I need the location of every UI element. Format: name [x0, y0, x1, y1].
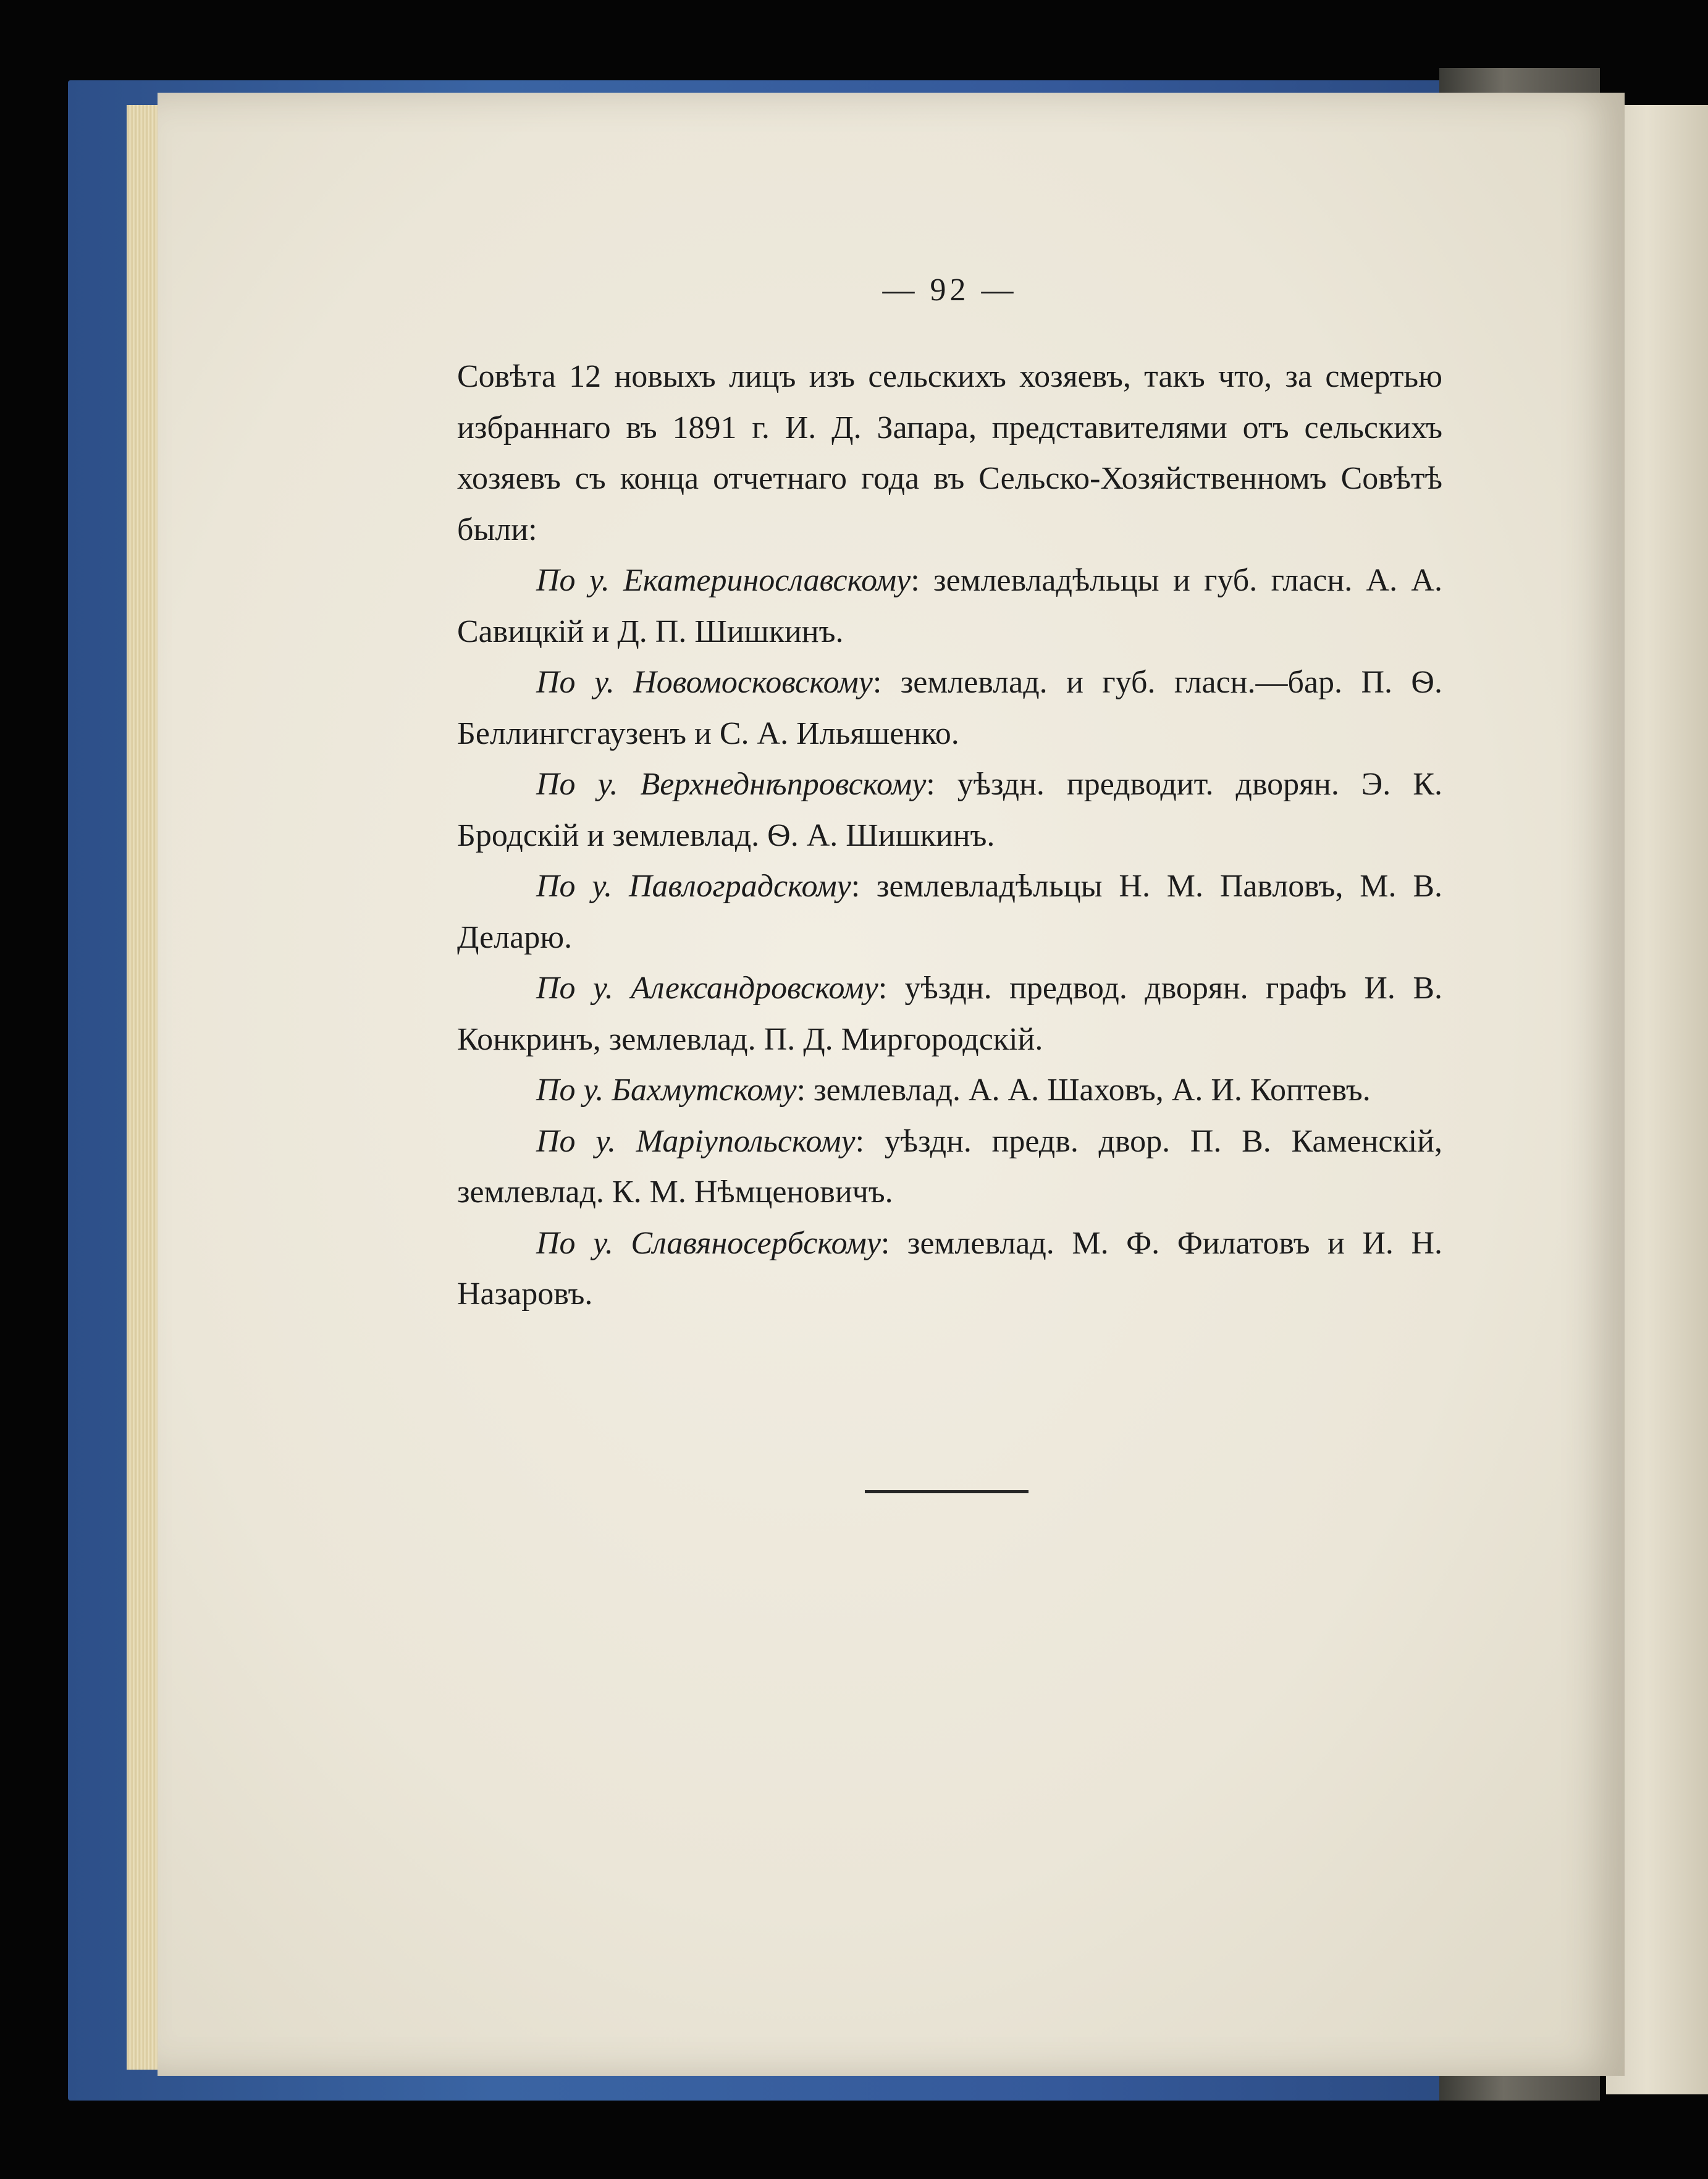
- district-entry: [457, 1218, 1442, 1320]
- district-name: По у. Новомосковскому: [536, 665, 873, 700]
- district-entry: [457, 555, 1442, 657]
- district-members: : землевлад. А. А. Шаховъ, А. И. Коптевъ.: [796, 1073, 1371, 1108]
- district-name: По у. Бахмутскому: [536, 1073, 797, 1108]
- district-name: По у. Верхнеднѣпровскому: [536, 767, 927, 802]
- district-name: По у. Маріупольскому: [536, 1123, 856, 1159]
- district-name: По у. Павлоградскому: [536, 869, 851, 904]
- district-members: : уѣздн. предв. двор. П. В. Каменскій, землевлад. К. М. Нѣмценовичъ.: [457, 1123, 1443, 1210]
- page-text: [457, 272, 1442, 1320]
- district-members: : землевладѣльцы Н. М. Павловъ, М. В. Деларю.: [457, 869, 1443, 955]
- district-name: По у. Александровскому: [536, 971, 878, 1006]
- district-name: По у. Славяносербскому: [536, 1225, 881, 1261]
- district-entry: [457, 657, 1442, 759]
- district-members: : уѣздн. предвод. дворян. графъ И. В. Конкринъ, землевлад. П. Д. Миргородскій.: [457, 971, 1442, 1057]
- district-members: : землевлад. М. Ф. Филатовъ и И. Н. Назаровъ.: [457, 1225, 1443, 1312]
- intro-paragraph: Совѣта 12 новыхъ лицъ изъ сельскихъ хозяевъ, такъ что, за смертью избраннаго въ 1891 г. И. Д. Запара, представителями отъ сельскихъ хозяевъ съ конца отчетнаго года въ Сельско-Хозяйственномъ Совѣтѣ были:: [457, 359, 1442, 547]
- district-entry: [457, 1116, 1442, 1218]
- section-end-rule: [865, 1490, 1029, 1493]
- district-entry: [457, 861, 1442, 963]
- district-entry: [457, 963, 1442, 1065]
- district-members: : землевлад. и губ. гласн.—бар. П. Ѳ. Беллингсгаузенъ и С. А. Ильяшенко.: [457, 665, 1442, 751]
- district-entry: [457, 1065, 1442, 1116]
- district-name: По у. Екатеринославскому: [536, 563, 911, 598]
- district-members: : уѣздн. предводит. дворян. Э. К. Бродскій и землевлад. Ѳ. А. Шишкинъ.: [457, 767, 1442, 853]
- district-entry: [457, 759, 1442, 861]
- page-number: — 92 —: [882, 272, 1017, 308]
- district-members: : землевладѣльцы и губ. гласн. А. А. Савицкій и Д. П. Шишкинъ.: [457, 563, 1442, 649]
